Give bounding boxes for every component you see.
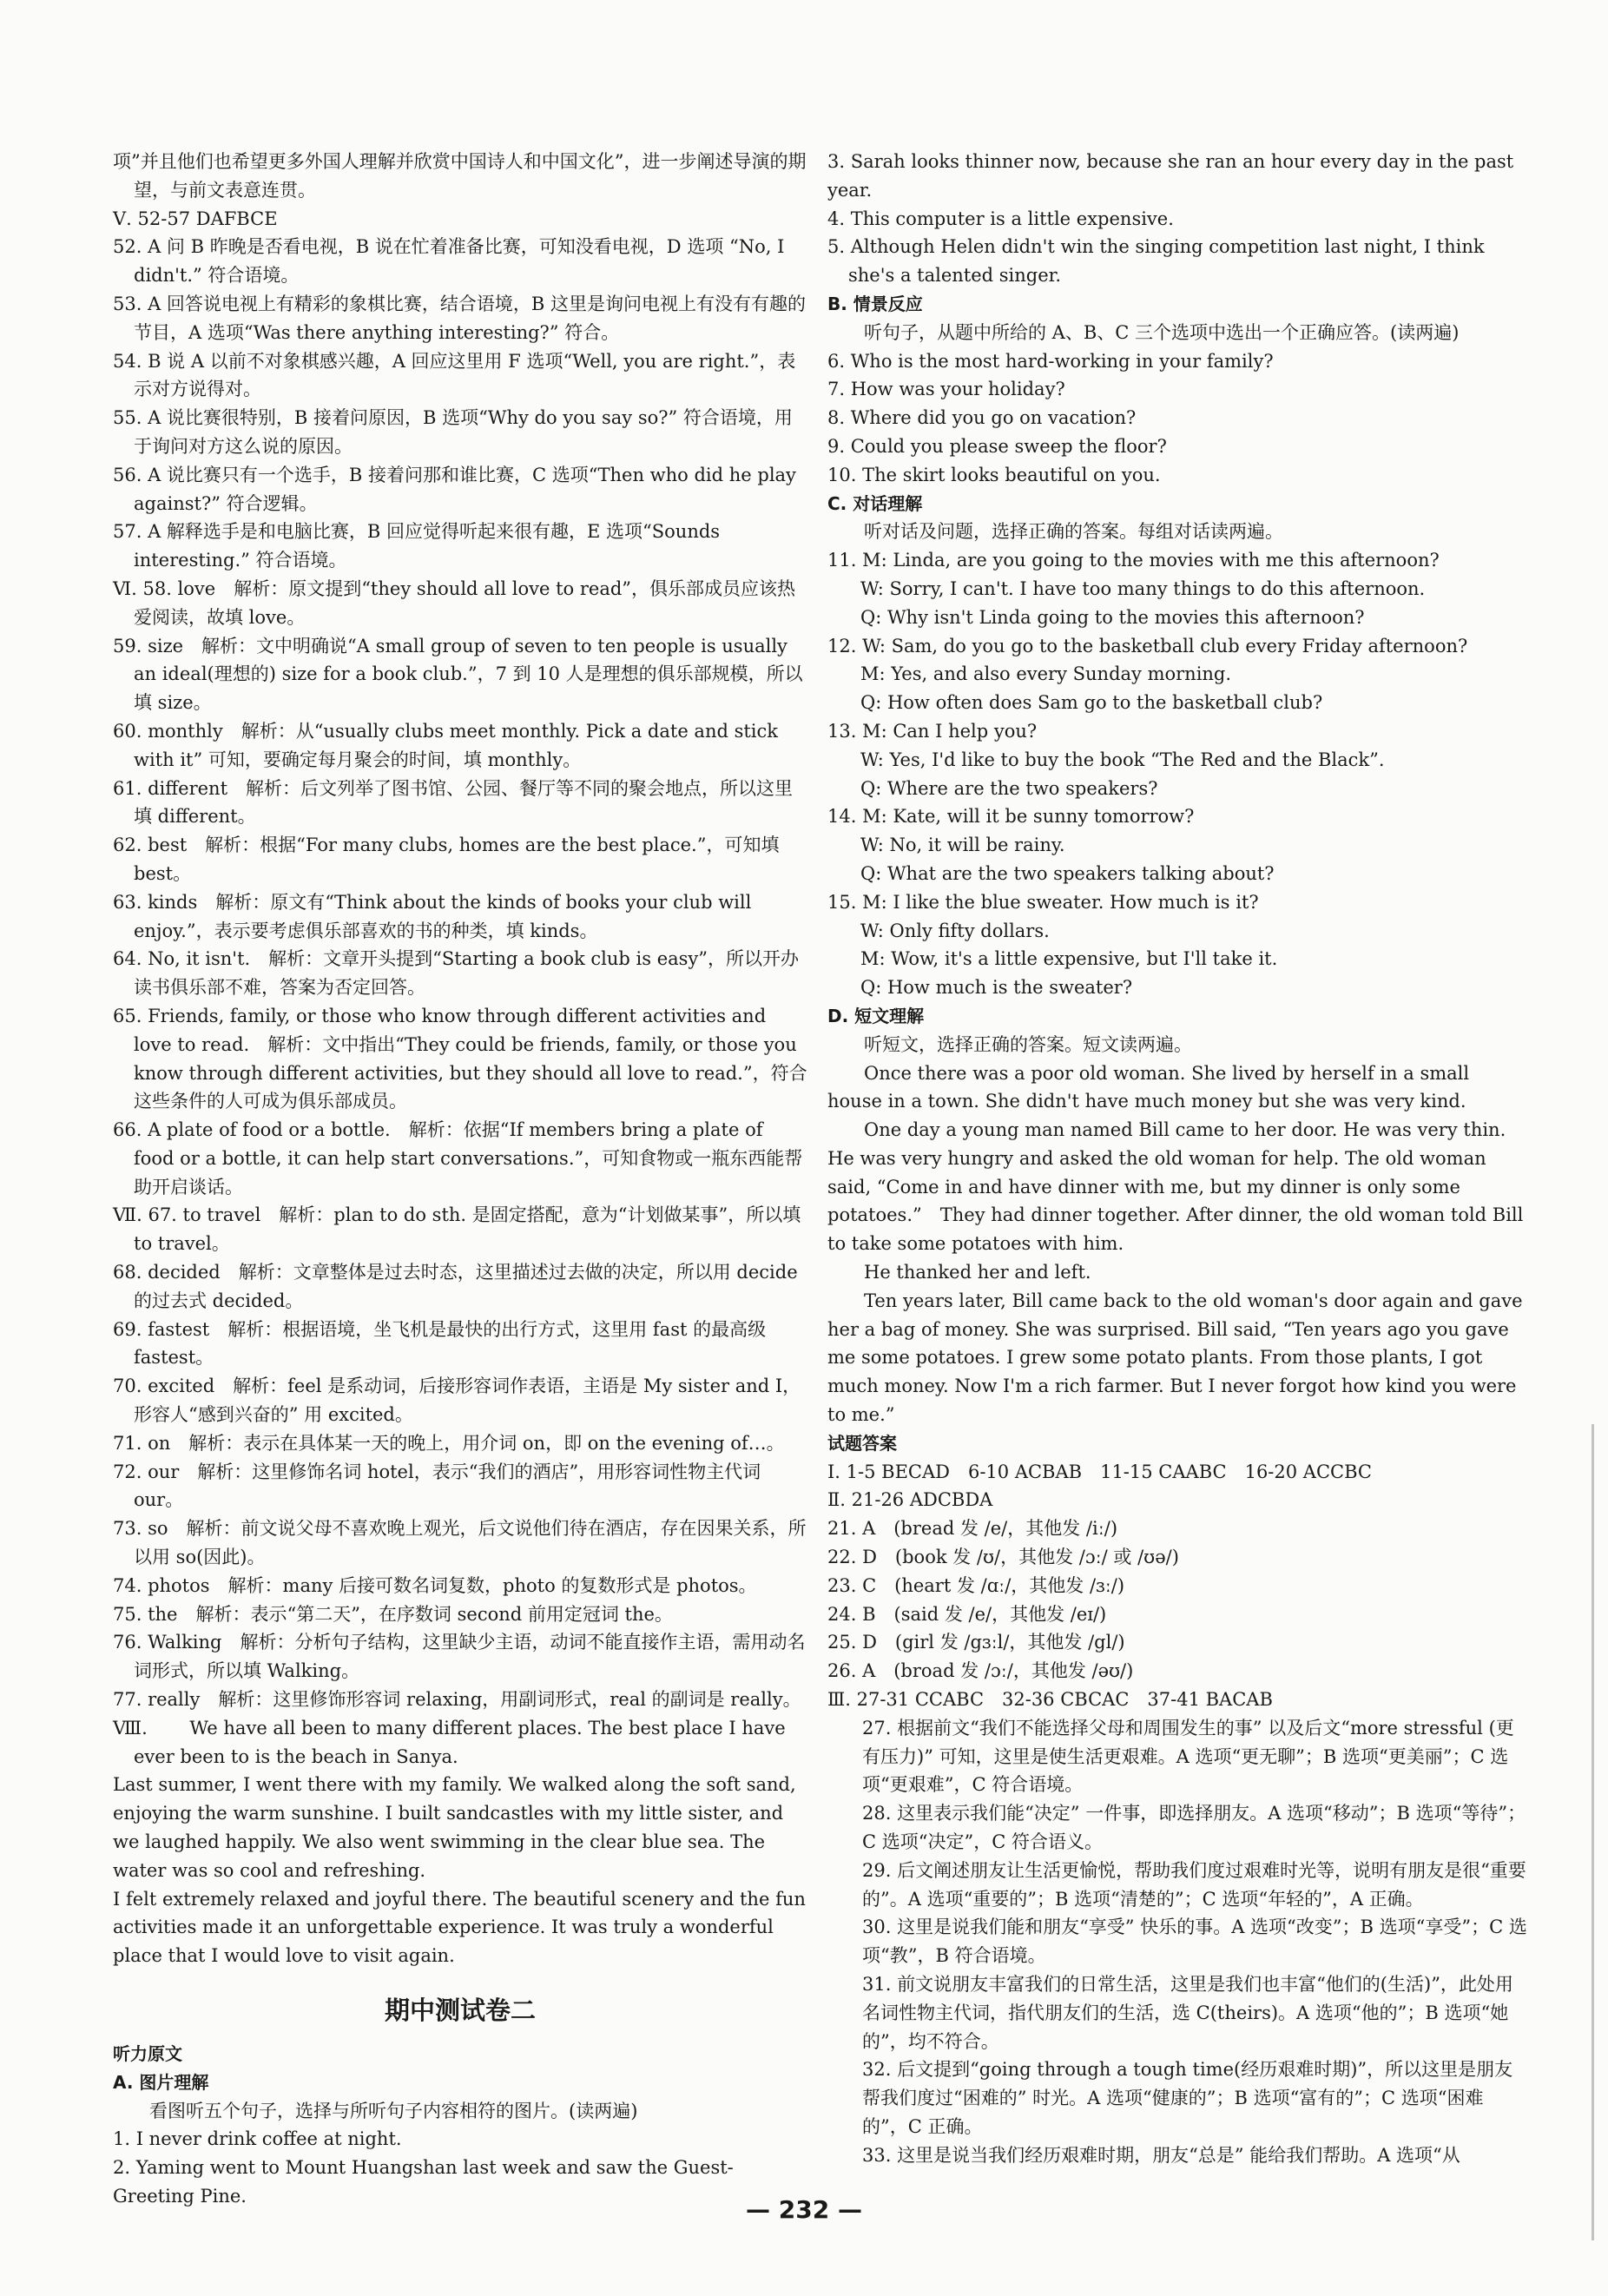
text-line: 听对话及问题，选择正确的答案。每组对话读两遍。 (864, 521, 1283, 543)
text-line: Q: Why isn't Linda going to the movies this afternoon? (860, 606, 1365, 628)
text-line: 68. decided 解析：文章整体是过去时态，这里描述过去做的决定，所以用 decide 的过去式 decided。 (113, 1262, 798, 1311)
text-line: 25. D (girl 发 /gɜːl/，其他发 /gl/) (827, 1632, 1125, 1653)
text-line: 71. on 解析：表示在具体某一天的晚上，用介词 on，即 on the evening of…。 (113, 1432, 785, 1454)
text-line: 54. B 说 A 以前不对象棋感兴趣，A 回应这里用 F 选项“Well, you are right.”，表示对方说得对。 (113, 350, 796, 400)
text-line: 2. Yaming went to Mount Huangshan last week and saw the Guest-Greeting Pine. (113, 2157, 734, 2207)
section-heading: C. 对话理解 (827, 492, 923, 514)
text-line: 21. A (bread 发 /e/，其他发 /iː/) (827, 1518, 1118, 1540)
text-line: 60. monthly 解析：从“usually clubs meet monthly. Pick a date and stick with it” 可知，要确定每月聚会的时间，填 monthly。 (113, 720, 779, 770)
text-line: 26. A (broad 发 /ɔː/，其他发 /əʊ/) (827, 1660, 1134, 1682)
text-line: 10. The skirt looks beautiful on you. (827, 464, 1161, 485)
text-line: 9. Could you please sweep the floor? (827, 435, 1167, 457)
text-line: 听句子，从题中所给的 A、B、C 三个选项中选出一个正确应答。(读两遍) (864, 321, 1460, 343)
text-line: 66. A plate of food or a bottle. 解析：依据“If members bring a plate of food or a bottle, it can help start conversations.”，可知食物或一瓶东西能帮助开启谈话。 (113, 1119, 803, 1197)
text-line: 33. 这里是说当我们经历艰难时期，朋友“总是” 能给我们帮助。A 选项“从 (862, 2144, 1460, 2166)
left-column (113, 148, 807, 2211)
text-line: 61. different 解析：后文列举了图书馆、公园、餐厅等不同的聚会地点，所以这里填 different。 (113, 777, 794, 828)
section-heading: 试题答案 (827, 1432, 897, 1454)
text-line: 12. W: Sam, do you go to the basketball club every Friday afternoon? (827, 635, 1468, 656)
text-line: M: Wow, it's a little expensive, but I'll take it. (860, 948, 1278, 970)
text-line: 听短文，选择正确的答案。短文读两遍。 (864, 1033, 1192, 1055)
exam-title: 期中测试卷二 (384, 1996, 536, 2025)
section-heading: B. 情景反应 (827, 293, 923, 314)
text-line: 77. really 解析：这里修饰形容词 relaxing，用副词形式，real 的副词是 really。 (113, 1689, 801, 1711)
text-line: 75. the 解析：表示“第二天”，在序数词 second 前用定冠词 the。 (113, 1603, 673, 1625)
text-line: Q: How much is the sweater? (860, 977, 1133, 999)
text-line: 27. 根据前文“我们不能选择父母和周围发生的事” 以及后文“more stressful (更有压力)” 可知，这里是使生活更艰难。A 选项“更无聊”；B 选项“更美丽”；C 选项“更艰难”，C 符合语境。 (862, 1717, 1514, 1796)
text-line: Q: Where are the two speakers? (860, 777, 1158, 799)
text-line: 24. B (said 发 /e/，其他发 /eɪ/) (827, 1603, 1107, 1625)
text-line: 31. 前文说朋友丰富我们的日常生活，这里是我们也丰富“他们的(生活)”，此处用名词性物主代词，指代朋友们的生活，选 C(theirs)。A 选项“他的”；B 选项“她的”，均不符合。 (862, 1974, 1513, 2052)
section-heading: A. 图片理解 (113, 2071, 209, 2093)
text-line: 7. How was your holiday? (827, 379, 1065, 400)
text-line: 11. M: Linda, are you going to the movies with me this afternoon? (827, 550, 1440, 571)
text-line: W: No, it will be rainy. (860, 835, 1065, 856)
text-line: 4. This computer is a little expensive. (827, 208, 1174, 229)
text-line: 15. M: I like the blue sweater. How much is it? (827, 891, 1259, 913)
text-line: 74. photos 解析：many 后接可数名词复数，photo 的复数形式是 photos。 (113, 1574, 757, 1596)
text-line: 3. Sarah looks thinner now, because she ran an hour every day in the past year. (827, 151, 1514, 201)
text-line: Ⅰ. 1-5 BECAD 6-10 ACBAB 11-15 CAABC 16-20 ACCBC (827, 1461, 1372, 1482)
text-line: 73. so 解析：前文说父母不喜欢晚上观光，后文说他们待在酒店，存在因果关系，所以用 so(因此)。 (113, 1518, 807, 1568)
text-line: 65. Friends, family, or those who know through different activities and love to read. 解析：文中指出“They could be friends, family, or those you know through different activities, but they should all love to read.”，符合这些条件的人可成为俱乐部成员。 (113, 1005, 807, 1112)
text-line: 32. 后文提到“going through a tough time(经历艰难时期)”，所以这里是朋友帮我们度过“困难的” 时光。A 选项“健康的”；B 选项“富有的”；C 选项“困难的”，C 正确。 (862, 2059, 1513, 2137)
text-line: 69. fastest 解析：根据语境，坐飞机是最快的出行方式，这里用 fast 的最高级 fastest。 (113, 1318, 767, 1369)
text-line: Ⅱ. 21-26 ADCBDA (827, 1489, 993, 1511)
text-line: 14. M: Kate, will it be sunny tomorrow? (827, 806, 1195, 828)
text-line: 29. 后文阐述朋友让生活更愉悦，帮助我们度过艰难时光等，说明有朋友是很“重要的”。A 选项“重要的”；B 选项“清楚的”；C 选项“年轻的”，A 正确。 (862, 1859, 1526, 1910)
text-line: 13. M: Can I help you? (827, 720, 1038, 742)
text-line: Once there was a poor old woman. She lived by herself in a small house in a town. She didn't have much money but she was very kind. (827, 1062, 1470, 1112)
text-line: 53. A 回答说电视上有精彩的象棋比赛，结合语境，B 这里是询问电视上有没有有趣的节目，A 选项“Was there anything interesting?” 符合。 (113, 293, 807, 343)
text-line: M: Yes, and also every Sunday morning. (860, 663, 1232, 685)
section-heading: D. 短文理解 (827, 1005, 925, 1026)
text-line: He thanked her and left. (864, 1262, 1091, 1283)
text-line: 64. No, it isn't. 解析：文章开头提到“Starting a book club is easy”，所以开办读书俱乐部不难，答案为否定回答。 (113, 948, 800, 999)
section-heading: 听力原文 (113, 2043, 182, 2064)
text-line: 6. Who is the most hard-working in your family? (827, 350, 1274, 372)
text-line: Ⅴ. 52-57 DAFBCE (113, 208, 278, 229)
text-line: 看图听五个句子，选择与所听句子内容相符的图片。(读两遍) (149, 2100, 638, 2121)
text-line: 22. D (book 发 /ʊ/，其他发 /ɔː/ 或 /ʊə/) (827, 1547, 1179, 1568)
text-line: 项”并且他们也希望更多外国人理解并欣赏中国诗人和中国文化”，进一步阐述导演的期望，与前文表意连贯。 (113, 151, 807, 201)
text-line: 62. best 解析：根据“For many clubs, homes are the best place.”，可知填 best。 (113, 835, 780, 884)
text-line: 5. Although Helen didn't win the singing competition last night, I think she's a talented singer. (827, 236, 1485, 287)
text-line: Ⅷ. We have all been to many different places. The best place I have ever been to is the beach in Sanya. (113, 1717, 786, 1767)
text-line: 23. C (heart 发 /ɑː/，其他发 /ɜː/) (827, 1574, 1125, 1596)
text-line: I felt extremely relaxed and joyful there. The beautiful scenery and the fun activities made it an unforgettable experience. It was truly a wonderful place that I would love to visit again. (113, 1888, 806, 1967)
text-line: One day a young man named Bill came to her door. He was very thin. He was very hungry and asked the old woman for help. The old woman said, “Come in and have dinner with me, but my dinner is only some potatoes.” They had dinner together. After dinner, the old woman told Bill to take some potatoes with him. (827, 1119, 1524, 1255)
text-line: 52. A 问 B 昨晚是否看电视，B 说在忙着准备比赛，可知没看电视，D 选项 “No, I didn't.” 符合语境。 (113, 236, 785, 287)
text-line: 76. Walking 解析：分析句子结构，这里缺少主语，动词不能直接作主语，需用动名词形式，所以填 Walking。 (113, 1632, 806, 1682)
text-line: W: Sorry, I can't. I have too many things to do this afternoon. (860, 577, 1426, 599)
text-line: 72. our 解析：这里修饰名词 hotel，表示“我们的酒店”，用形容词性物主代词 our。 (113, 1461, 761, 1511)
text-line: 28. 这里表示我们能“决定” 一件事，即选择朋友。A 选项“移动”；B 选项“等待”；C 选项“决定”，C 符合语义。 (862, 1803, 1526, 1853)
text-line: 56. A 说比赛只有一个选手，B 接着问那和谁比赛，C 选项“Then who did he play against?” 符合逻辑。 (113, 464, 796, 514)
text-line: W: Yes, I'd like to buy the book “The Red and the Black”. (860, 749, 1385, 770)
text-line: 30. 这里是说我们能和朋友“享受” 快乐的事。A 选项“改变”；B 选项“享受”；C 选项“教”，B 符合语境。 (862, 1917, 1527, 1967)
text-line: Ten years later, Bill came back to the old woman's door again and gave her a bag of money. She was surprised. Bill said, “Ten years ago you gave me some potatoes. I grew some potato plants. From those plants, I got much money. Now I'm a rich farmer. But I never forgot how kind you were to me.” (827, 1290, 1523, 1426)
right-column (827, 148, 1529, 2170)
text-line: 1. I never drink coffee at night. (113, 2128, 402, 2150)
text-line: Ⅲ. 27-31 CCABC 32-36 CBCAC 37-41 BACAB (827, 1689, 1273, 1711)
text-line: 63. kinds 解析：原文有“Think about the kinds of books your club will enjoy.”，表示要考虑俱乐部喜欢的书的种类，填 kinds。 (113, 891, 752, 941)
text-line: 55. A 说比赛很特别，B 接着问原因，B 选项“Why do you say so?” 符合语境，用于询问对方这么说的原因。 (113, 407, 793, 457)
scan-edge-shadow (1592, 1424, 1594, 2240)
page-number: — 232 — (746, 2195, 862, 2224)
text-line: 8. Where did you go on vacation? (827, 407, 1137, 429)
text-line: Last summer, I went there with my family. We walked along the soft sand, enjoying the warm sunshine. I built sandcastles with my little sister, and we laughed happily. We also went swimming in the clear blue sea. The water was so cool and refreshing. (113, 1774, 796, 1881)
text-line: 70. excited 解析：feel 是系动词，后接形容词作表语，主语是 My sister and I，形容人“感到兴奋的” 用 excited。 (113, 1376, 801, 1426)
text-line: 59. size 解析：文中明确说“A small group of seven to ten people is usually an ideal(理想的) size for a book club.”，7 到 10 人是理想的俱乐部规模，所以填 size。 (113, 635, 803, 714)
text-line: Ⅶ. 67. to travel 解析：plan to do sth. 是固定搭配，意为“计划做某事”，所以填 to travel。 (113, 1204, 801, 1255)
text-line: Ⅵ. 58. love 解析：原文提到“they should all love to read”，俱乐部成员应该热爱阅读，故填 love。 (113, 577, 796, 628)
text-line: Q: What are the two speakers talking about? (860, 862, 1275, 884)
text-line: Q: How often does Sam go to the basketball club? (860, 692, 1323, 714)
text-line: W: Only fifty dollars. (860, 920, 1050, 941)
text-line: 57. A 解释选手是和电脑比赛，B 回应觉得听起来很有趣，E 选项“Sounds interesting.” 符合语境。 (113, 521, 721, 571)
